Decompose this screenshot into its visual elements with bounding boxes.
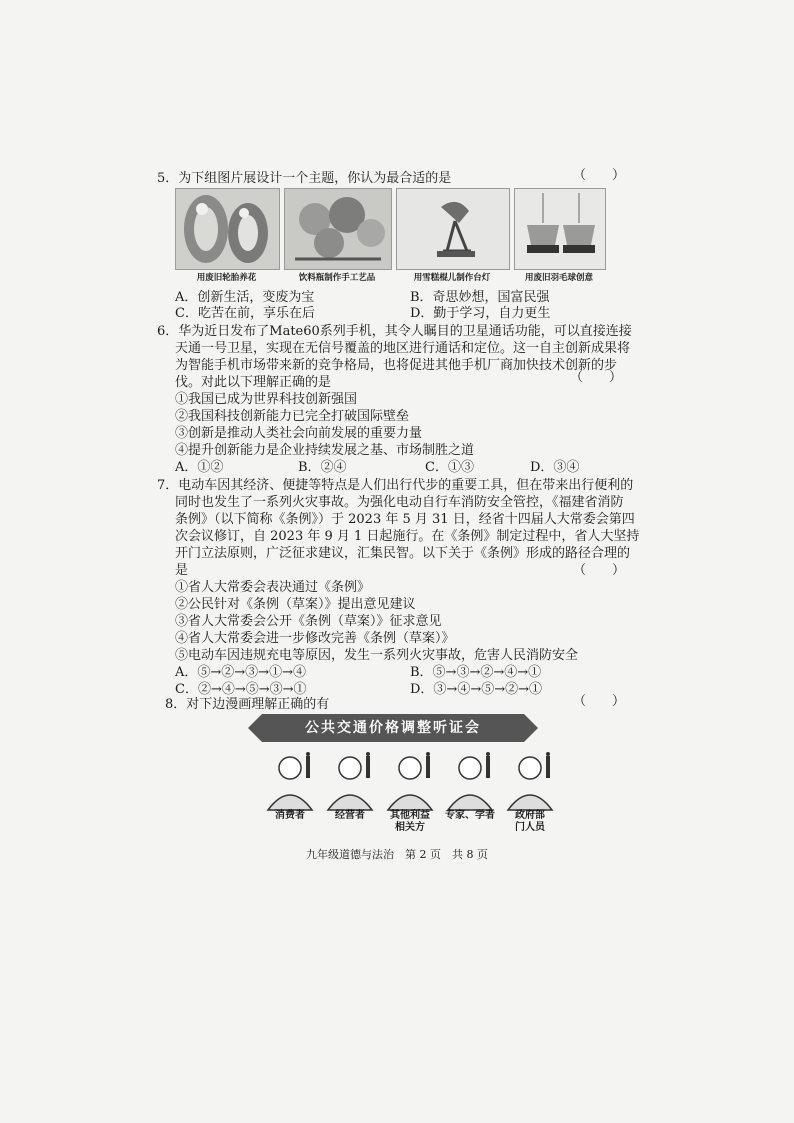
q6-item-4: ④提升创新能力是企业持续发展之基、市场制胜之道 [175,443,475,458]
q6-answer-paren: （ ） [570,370,623,385]
q6-stem-line-1: 6．华为近日发布了Mate60系列手机，其令人瞩目的卫星通话功能，可以直接连接 [157,324,632,339]
q5-option-a: A．创新生活，变废为宝 [175,290,315,305]
q7-item-4: ④省人大常委会进一步修改完善《条例（草案）》 [175,631,455,646]
q7-stem-line-4: 次会议修订，自 2023 年 9 月 1 日起施行。在《条例》制定过程中，省人大坚持 [175,529,640,544]
q5-caption-2: 饮料瓶制作手工艺品 [298,273,376,283]
bottle-craft-photo [284,188,392,270]
q6-stem-line-2: 天通一号卫星，实现在无信号覆盖的地区进行通话和定位。这一自主创新成果将 [175,341,631,356]
q6-stem-line-4: 伐。对此以下理解正确的是 [175,375,332,390]
q5-option-c: C．吃苦在前，享乐在后 [175,306,315,321]
q7-option-c: C．②→④→⑤→③→① [175,682,307,697]
official-cartoon [502,752,558,814]
q6-item-1: ①我国已成为世界科技创新强国 [175,392,358,407]
q6-option-b: B．②④ [298,460,347,475]
role-label-stakeholder: 其他利益 相关方 [390,810,430,833]
q6-item-2: ②我国科技创新能力已完全打破国际壁垒 [175,409,410,424]
q7-option-a: A．⑤→②→③→①→④ [175,665,306,680]
q5-option-d: D．勤于学习，自力更生 [410,306,551,321]
q7-item-1: ①省人大常委会表决通过《条例》 [175,580,371,595]
banner-left-arrow [248,714,262,742]
stakeholder-cartoon [382,752,438,814]
consumer-cartoon [262,752,318,814]
q7-option-b: B．⑤→③→②→④→① [410,665,542,680]
banner-right-arrow [524,714,538,742]
expert-cartoon [442,752,498,814]
hearing-banner: 公共交通价格调整听证会 [262,714,524,742]
role-label-expert: 专家、学者 [445,810,495,821]
q7-item-3: ③省人大常委会公开《条例（草案）》征求意见 [175,614,442,629]
q8-answer-paren: （ ） [573,694,626,709]
role-label-official: 政府部 门人员 [515,810,545,833]
q7-stem-line-1: 7．电动车因其经济、便捷等特点是人们出行代步的重要工具，但在带来出行便利的 [157,478,634,493]
tire-planter-photo [175,188,280,270]
q7-stem-line-3: 条例》（以下简称《条例》）于 2023 年 5 月 31 日，经省十四届人大常委会第四 [175,512,635,527]
q6-option-c: C．①③ [425,460,474,475]
q7-item-2: ②公民针对《条例（草案）》提出意见建议 [175,597,416,612]
q6-stem-line-3: 为智能手机市场带来新的竞争格局，也将促进其他手机厂商加快技术创新的步 [175,358,618,373]
popsicle-lamp-photo [396,188,510,270]
q8-stem: 8．对下边漫画理解正确的有 [165,697,330,712]
q5-option-b: B．奇思妙想，国富民强 [410,290,550,305]
q5-stem: 5．为下组图片展设计一个主题，你认为最合适的是 [157,171,452,186]
q7-stem-line-6: 是 [175,563,189,578]
operator-cartoon [322,752,378,814]
q7-stem-line-5: 开门立法原则，广泛征求建议，汇集民智。以下关于《条例》形成的路径合理的 [175,546,631,561]
q6-option-d: D．③④ [530,460,580,475]
q7-answer-paren: （ ） [573,563,626,578]
shuttlecock-photo [514,188,606,270]
role-label-operator: 经营者 [335,810,365,821]
q5-caption-1: 用废旧轮胎养花 [196,273,257,283]
q6-option-a: A．①② [175,460,224,475]
role-label-consumer: 消费者 [275,810,305,821]
q5-caption-4: 用废旧羽毛球创意 [524,273,593,283]
q5-caption-3: 用雪糕棍儿制作台灯 [413,273,491,283]
q7-stem-line-2: 同时也发生了一系列火灾事故。为强化电动自行车消防安全管控，《福建省消防 [175,495,624,510]
q7-item-5: ⑤电动车因违规充电等原因，发生一系列火灾事故，危害人民消防安全 [175,648,579,663]
q5-answer-paren: （ ） [573,168,626,183]
page-footer: 九年级道德与法治 第 2 页 共 8 页 [306,848,488,861]
q7-option-d: D．③→④→⑤→②→① [410,682,542,697]
q6-item-3: ③创新是推动人类社会向前发展的重要力量 [175,426,423,441]
